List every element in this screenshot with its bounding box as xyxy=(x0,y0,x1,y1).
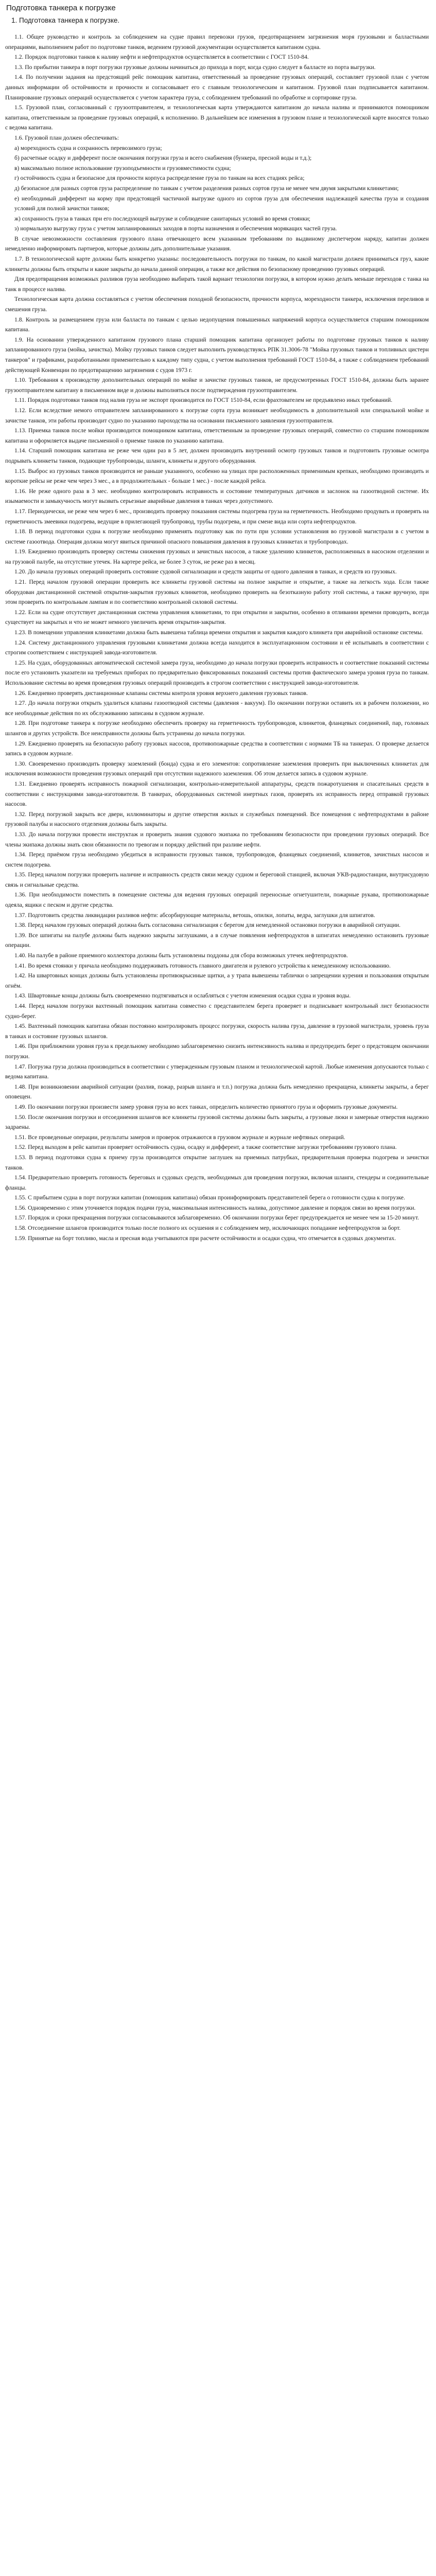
paragraph: 1.36. При необходимости поместить в помещение системы для ведения грузовых операций переносные огнетушители, пожарные рукава, противопожарные одеяла, ящики с песком и другие средства. xyxy=(5,891,429,909)
document-body xyxy=(5,32,429,1243)
paragraph: 1.6. Грузовой план должен обеспечивать: xyxy=(14,134,119,141)
document-page xyxy=(0,0,436,1250)
paragraph: 1.11. Порядок подготовки танков под налив груза не экспорт производится по ГОСТ 1510-84, если фрахтователем не предъявлено иных требований. xyxy=(14,397,393,404)
paragraph: 1.50. После окончания погрузки и отсоединения шлангов все клинкеты грузовой системы должны быть закрыты, а грузовые люки и замерные отверстия надежно задраены. xyxy=(5,1113,429,1131)
paragraph: 1.26. Ежедневно проверять дистанционные клапаны системы контроля уровня верхнего давления грузовых танков. xyxy=(14,689,308,697)
paragraph: 1.28. При подготовке танкера к погрузке необходимо обеспечить проверку на герметичность трубопроводов, клинкетов, фланцевых соединений, пар, головных шлангов и других устройств. Все неисправности должны быть устранены до начала погрузки. xyxy=(5,720,429,737)
paragraph: 1.29. Ежедневно проверять на безопасную работу грузовых насосов, противопожарные средства в соответствии с нормами ТБ на танкерах. О проверке делается запись в судовом журнале. xyxy=(5,740,429,757)
paragraph: 1.39. Все шпигаты на палубе должны быть надежно закрыты заглушками, а в случае появления нефтепродуктов в шпигатах немедленно остановить грузовые операции. xyxy=(5,931,429,949)
section-title: 1. Подготовка танкера к погрузке. xyxy=(11,16,120,24)
list-item: г) остойчивость судна и безопасное для прочности корпуса распределение груза по танкам на всех стадиях рейса; xyxy=(14,175,305,182)
paragraph: В случае невозможности составления грузового плана отвечающего всем указанным требованиям по выдвиному диспетчером наряду, капитан должен немедленно информировать партнеров, которые должны дать дополнительные указания. xyxy=(5,235,429,252)
paragraph: 1.15. Выброс из грузовых танков производится не раньше указанного, особенно на улицах при расположенных применимым крепках, необходимо производить и короткие рейсы не реже чем через 3 мес., а в продолжительных - больше 1 мес.) - после каждой рейса. xyxy=(5,467,429,485)
paragraph: 1.35. Перед началом погрузки проверить наличие и исправность средств связи между судном и береговой станцией, включая УКВ-радиостанции, внутрисудовую связь и сигнальные средства. xyxy=(5,871,429,888)
paragraph: 1.45. Вахтенный помощник капитана обязан постоянно контролировать процесс погрузки, скорость налива груза, давление в грузовой магистрали, уровень груза в танках и состояние грузовых шлангов. xyxy=(5,1023,429,1040)
paragraph: 1.8. Контроль за размещением груза или балласта по танкам с целью недопущения повышенных напряжений корпуса осуществляется старшим помощником капитана. xyxy=(5,316,429,333)
paragraph: 1.5. Грузовой план, согласованный с грузоотправителем, и технологическая карта утверждаются капитаном до начала налива и принимаются помощником капитана, ответственным за проведение грузовых операций, к исполнению. В дальнейшем все изменения в грузовом плане и технологической карте вносятся только с ведома капитана. xyxy=(5,104,429,131)
paragraph: 1.20. До начала грузовых операций проверить состояние судовой сигнализации и средств защиты от одного давления в танках, и средств из грузовых. xyxy=(14,568,397,575)
paragraph: 1.52. Перед выходом в рейс капитан проверяет остойчивость судна, осадку и дифферент, а также соответствие загрузки требованиям грузового плана. xyxy=(14,1144,397,1151)
paragraph: 1.40. На палубе в районе приемного коллектора должны быть установлены поддоны для сбора возможных утечек нефтепродуктов. xyxy=(14,952,348,959)
paragraph: 1.17. Периодически, не реже чем через 6 мес., производить проверку показания системы подогрева груза на герметичность. Необходимо продувать и проверять на герметичность змеевики подогрева, ведущие в прилегающей трубопровод, трубы подогрева, и при смене вида или сорта нефтепродуктов. xyxy=(5,507,429,525)
paragraph: 1.54. Предварительно проверить готовность береговых и судовых средств, необходимых для проведения погрузки, включая шланги, стендеры и соединительные фланцы. xyxy=(5,1174,429,1191)
paragraph: 1.53. В период подготовки судна к приему груза производится открытие заглушек на приемных патрубках, предварительная проверка подогрева и зачистки танков. xyxy=(5,1154,429,1171)
paragraph: 1.48. При возникновении аварийной ситуации (разлив, пожар, разрыв шланга и т.п.) погрузка должна быть немедленно прекращена, клинкеты закрыты, а берег оповещен. xyxy=(5,1083,429,1100)
paragraph: 1.16. Не реже одного раза в 3 мес. необходимо контролировать исправность и состояние температурных датчиков и заслонок на газоотводной системе. Их изымаемости и замыкучность могут вызвать серьезные аварийные давления в танках через допустимого. xyxy=(5,487,429,505)
paragraph: 1.30. Своевременно производить проверку заземлений (бонда) судна и его элементов: сопротивление заземления проверить при выключенных клинкетах для исключения возможности проведения грузовых операций при отсутствии надежного заземления. Об этом делается запись в судовом журнале. xyxy=(5,760,429,777)
paragraph: 1.38. Перед началом грузовых операций должна быть согласована сигнализация с берегом для немедленной остановки погрузки в аварийной ситуации. xyxy=(14,922,401,929)
paragraph: 1.57. Порядок и сроки прекращения погрузки согласовываются заблаговременно. Об окончании погрузки берег предупреждается не менее чем за 15-20 минут. xyxy=(14,1214,420,1222)
list-item: б) расчетные осадку и дифферент после окончания погрузки груза и всего снабжения (бункера, пресной воды и т.д.); xyxy=(14,155,312,162)
paragraph: 1.41. Во время стоянки у причала необходимо поддерживать готовность главного двигателя и рулевого устройства к немедленному использованию. xyxy=(14,962,391,969)
paragraph: 1.22. Если на судне отсутствует дистанционная система управления клинкетами, то при открытии и закрытии, особенно в отливании времени проводить, всегда существует на закрытых и что не может немного увеличить время открытия-закрытия. xyxy=(5,608,429,626)
paragraph: 1.24. Систему дистанционного управления грузовыми клинкетами должна всегда находится в эксплуатационном состоянии и её испытывать в соответствии с строгим соответствием с инструкцией завода-изготовителя. xyxy=(5,639,429,656)
paragraph: 1.10. Требования к производству дополнительных операций по мойке и зачистке грузовых танков, не предусмотренных ГОСТ 1510-84, должны быть заранее грузоотправителем капитану в письменном виде и должны выполняться после подтверждения грузоотправителем. xyxy=(5,377,429,394)
paragraph: 1.2. Порядок подготовки танков к наливу нефти и нефтепродуктов осуществляется в соответствии с ГОСТ 1510-84. xyxy=(14,54,309,61)
paragraph: 1.43. Швартовные концы должны быть своевременно подтягиваться и ослабляться с учетом изменения осадки судна и уровня воды. xyxy=(14,992,351,999)
list-item: ж) сохранность груза в танках при его последующей выгрузке и соблюдение санитарных условий во время стоянки; xyxy=(14,215,310,222)
paragraph: 1.7. В технологической карте должны быть конкретно указаны: последовательность погрузки по танкам, по какой магистрали должен приниматься груз, какие клинкеты должны быть открыты и какие закрыты до начала данной операции, а также все действия по безопасному проведению грузовых операций. xyxy=(5,256,429,273)
paragraph: 1.49. По окончании погрузки произвести замер уровня груза во всех танках, определить количество принятого груза и оформить грузовые документы. xyxy=(14,1103,398,1110)
paragraph: 1.19. Ежедневно производить проверку системы снижения грузовых и зачистных насосов, а также удалению клинкетов, расположенных в насосном отделении и на грузовой палубе, на отсутствие утечек. На картере рейса, не более 3 суток, не реже раз в месяц. xyxy=(5,548,429,565)
paragraph: 1.27. До начала погрузки открыть удалиться клапаны газоотводной системы (давления - вакуум). По окончании погрузки оставить их в рабочем положении, но все необходимые действия по их обслуживанию записаны в судовом журнале. xyxy=(5,700,429,717)
paragraph: 1.9. На основании утвержденного капитаном грузового плана старший помощник капитана организует работы по подготовке грузовых танков к наливу запланированного груза (мойка, зачистка). Мойку грузовых танков следует выполнить руководствуясь РПК 31.3006-78 "Мойка грузовых танков и топливных цистерн танкеров" и графиками, разработанными применительно к каждому типу судна, с учетом выполнения требований ГОСТ 1510-84, а также с соблюдением требований действующей Конвенции по предотвращению загрязнения с судов 1973 г. xyxy=(5,336,429,374)
paragraph: 1.4. По получении задания на предстоящий рейс помощник капитана, ответственный за проведение грузовых операций, составляет грузовой план с учетом данных информации об остойчивости и прочности и согласовывает его с главным технологическим и капитаном. Грузовой план подписывается капитаном. Планирование грузовых операций осуществляется с учетом характера груза, с соблюдением требований по обработке и сортировке груза. xyxy=(5,74,429,101)
paragraph: 1.3. По прибытии танкера в порт погрузки грузовые должны начинаться до прихода в порт, когда судно следует в балласте из порта выгрузки. xyxy=(14,63,376,71)
paragraph: Для предотвращения возможных разливов груза необходимо выбирать такой вариант технологии погрузки, в котором нужно делать меньше переходов с танка на танк в процессе налива. xyxy=(5,276,429,293)
list-item: д) безопасное для разных сортов груза распределение по танкам с учетом разделения разных сортов груза не менее чем двумя закрытыми клинкетами; xyxy=(14,184,399,192)
paragraph: 1.13. Приемка танков после мойки производится помощником капитана, ответственным за проведение грузовых операций, совместно со старшим помощником капитана и оформляется выдаче письменной о приемке танков по указанию капитана. xyxy=(5,427,429,444)
paragraph: 1.18. В период подготовки судна к погрузке необходимо применять подготовку как по пути при условии установления во грузовой магистрали в с учетом в системе газоотвода. Операция должна могут явиться причиной опасного повышения давления в грузовых клинкетах и трубопроводах. xyxy=(5,528,429,545)
paragraph: 1.59. Принятые на борт топливо, масла и пресная вода учитываются при расчете остойчивости и осадки судна, что отмечается в судовых документах. xyxy=(14,1234,396,1242)
paragraph: 1.46. При приближении уровня груза к предельному необходимо заблаговременно снизить интенсивность налива и предупредить берег о предстоящем окончании погрузки. xyxy=(5,1043,429,1060)
paragraph: 1.37. Подготовить средства ликвидации разливов нефти: абсорбирующие материалы, ветошь, опилки, лопаты, ведра, заглушки для шпигатов. xyxy=(14,911,375,919)
list-item: а) мореходность судна и сохранность перевозимого груза; xyxy=(14,144,162,151)
paragraph: 1.1. Общее руководство и контроль за соблюдением на судне правил перевозки грузов, предотвращением загрязнения моря грузовыми и балластными операциями, выполнением работ по подготовке танков, ведением грузовой документации осуществляется капитаном судна. xyxy=(5,33,429,50)
list-item: з) нормальную выгрузку груза с учетом запланированных заходов в порты назначения и обеспечения морякащих частей груза. xyxy=(14,225,337,232)
paragraph: 1.14. Старший помощник капитана не реже чем один раз в 5 лет, должен производить внутренний осмотр грузовых танков и подготовить грузовые осмотра подрывать клинкеты танков, подающие трубопроводы, шланги, клинкеты и другого оборудования. xyxy=(5,447,429,464)
paragraph: 1.33. До начала погрузки провести инструктаж и проверить знания судового экипажа по требованиям безопасности при проведении грузовых операций. Все члены экипажа должны знать свои обязанности по тревогам и порядку действий при разливе нефти. xyxy=(5,831,429,848)
paragraph: 1.42. На швартовных концах должны быть установлены противокрысиные щитки, а у трапа вывешены таблички о запрещении курения и пользования открытым огнём. xyxy=(5,972,429,989)
paragraph: 1.31. Ежедневно проверять исправность пожарной сигнализации, контрольно-измерительной аппаратуры, средств пожаротушения и спасательных средств в соответствии с инструкциями завода-изготовителя. В танкерах, оборудованных системой инертных газов, проверять их исправность перед отправкой грузовых насосов. xyxy=(5,780,429,808)
paragraph: 1.12. Если вследствие немого отправителем запланированного к погрузке сорта груза возникает необходимость в дополнительной или специальной мойке и зачистке танков, эти работы производит судно по указанию пароходства на основании письменного заявления грузоотправителя. xyxy=(5,406,429,424)
paragraph: Технологическая карта должна составляться с учетом обеспечения походной безопасности, прочности корпуса, мореходности танкера, исключения переливов и смешения груза. xyxy=(5,296,429,313)
paragraph: 1.58. Отсоединение шлангов производится только после полного их осушения и с соблюдением мер, исключающих попадание нефтепродуктов за борт. xyxy=(14,1225,401,1232)
paragraph: 1.21. Перед началом грузовой операции проверить все клинкеты грузовой системы на полное закрытие и открытие, а также на легкость хода. Если также оборудован дистанционной системой открытия-закрытия грузовых клинкетов, необходимо проверить на безотказную работу этой системы, а также вручную, при этом проверить по контрольным лампам и по соответствию контрольной силовой системы. xyxy=(5,579,429,606)
paragraph: 1.55. С прибытием судна в порт погрузки капитан (помощник капитана) обязан проинформировать представителей берега о готовности судна к погрузке. xyxy=(14,1194,405,1201)
list-item: в) максимально полное использование грузоподъемности и грузовместимости судна; xyxy=(14,164,231,172)
paragraph: 1.34. Перед приёмом груза необходимо убедиться в исправности грузовых танков, трубопроводов, фланцевых соединений, клинкетов, зачистных насосов и систем подогрева. xyxy=(5,851,429,868)
paragraph: 1.56. Одновременно с этим уточняется порядок подачи груза, максимальная интенсивность налива, допустимое давление и порядок связи во время погрузки. xyxy=(14,1204,416,1211)
paragraph: 1.25. На судах, оборудованных автоматической системой замера груза, необходимо до начала погрузки проверить исправность и соответствие показаний системы после его установить указатели на требуемых приборах по предварительно фиксированных показаний системы против фактического замера уровня груза по танкам. Использование системы во время проведения грузовых операций производить в строгом соответствии с инструкцией завода-изготовителя. xyxy=(5,659,429,686)
document-title: Подготовка танкера к погрузке xyxy=(6,4,116,12)
paragraph: 1.23. В помещении управления клинкетами должна быть вывешена таблица времени открытия и закрытия каждого клинкета при аварийной остановке системы. xyxy=(14,629,423,636)
paragraph: 1.32. Перед погрузкой закрыть все двери, иллюминаторы и другие отверстия жилых и служебных помещений. Все помещения с нефтепродуктами в районе грузовой палубы и насосного отделения должны быть закрыты. xyxy=(5,810,429,828)
paragraph: 1.44. Перед началом погрузки вахтенный помощник капитана совместно с представителем берега проверяет и подписывает контрольный лист безопасности судно-берег. xyxy=(5,1003,429,1020)
paragraph: 1.51. Все проведенные операции, результаты замеров и проверок отражаются в грузовом журнале и журнале нефтяных операций. xyxy=(14,1133,345,1141)
list-item: е) необходимый дифферент на корму при предстоящей частичной выгрузке одного из сортов груза для обеспечения надлежащей качества груза и создания условий для полной зачистки танков; xyxy=(14,195,429,212)
paragraph: 1.47. Погрузка груза должна производиться в соответствии с утвержденным грузовым планом и технологической картой. Любые изменения допускаются только с ведома капитана. xyxy=(5,1063,429,1080)
